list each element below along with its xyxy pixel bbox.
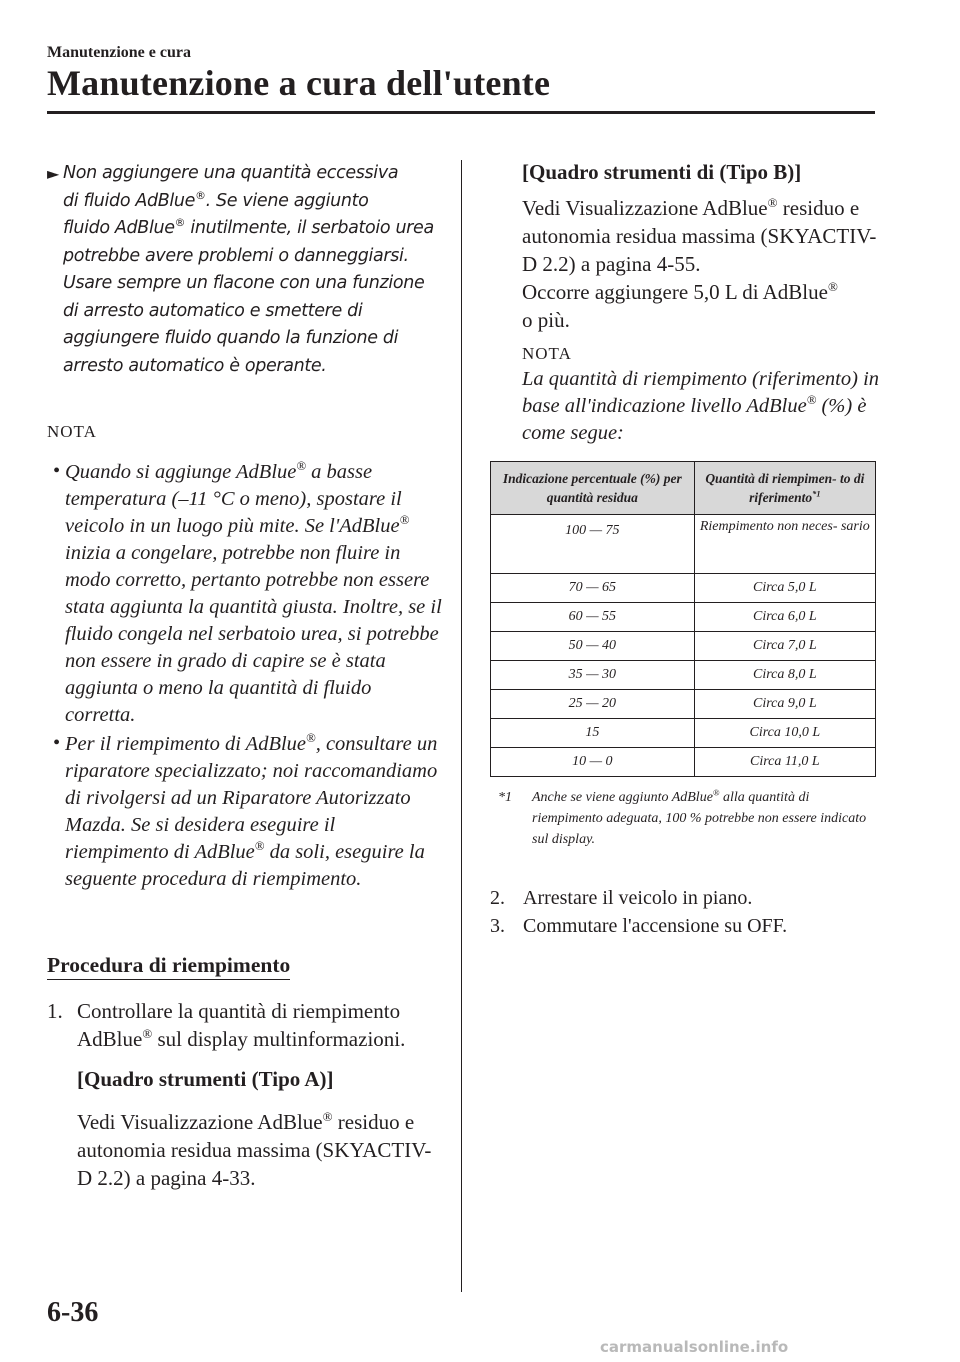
registered-mark: ® [712, 787, 720, 798]
table-cell: Circa 10,0 L [694, 719, 875, 748]
table-cell: Circa 11,0 L [694, 748, 875, 777]
footnote-text: alla quantità di riempimento adeguata, 100 % potrebbe non essere indicato sul display. [532, 790, 867, 847]
note-text-part: La quantità di riempimento (riferimento) in base all'indicazione livello AdBlue [522, 368, 880, 417]
registered-mark: ® [827, 279, 838, 294]
table-cell: 35 — 30 [491, 661, 695, 690]
table-cell: 100 — 75 [491, 515, 695, 574]
bullet-icon: • [53, 460, 61, 482]
step-number: 3. [490, 915, 505, 937]
registered-mark: ® [322, 1109, 333, 1124]
table-cell: Riempimento non neces- sario [694, 515, 875, 574]
registered-mark: ® [174, 216, 186, 230]
registered-mark: ® [142, 1026, 153, 1041]
cluster-type-a-title: [Quadro strumenti (Tipo A)] [77, 1067, 334, 1091]
footnote-mark: *1 [498, 790, 512, 805]
triangle-right-icon: ► [47, 164, 59, 183]
table-row [491, 515, 876, 574]
bullet-text: Per il riempimento di AdBlue [65, 733, 307, 755]
step-text: AdBlue [77, 1027, 143, 1051]
step-1 [47, 997, 442, 1053]
bullet-icon: • [53, 732, 61, 754]
table-cell: Circa 7,0 L [694, 632, 875, 661]
table-row [491, 690, 876, 719]
table-row [491, 748, 876, 777]
table-header-quantity [694, 462, 875, 515]
cluster-text: residuo e autonomia residua massima (SKYACTIV-D 2.2) a pagina 4-33. [77, 1110, 432, 1190]
table-cell: 25 — 20 [491, 690, 695, 719]
step-number: 1. [47, 999, 63, 1023]
table-row [491, 632, 876, 661]
cluster-type-a-text [47, 1108, 442, 1192]
note-bullet [47, 459, 442, 729]
warning-text: Non aggiungere una quantità eccessiva [63, 163, 399, 183]
column-divider [461, 160, 462, 1292]
table-cell: Circa 5,0 L [694, 574, 875, 603]
warning-text: di fluido AdBlue [63, 190, 196, 211]
registered-mark: ® [399, 513, 410, 528]
registered-mark: ® [296, 459, 307, 474]
bullet-text: Quando si aggiunge AdBlue [65, 461, 297, 483]
cluster-text: o più. [522, 308, 570, 332]
header-text: Quantità di riempimen- to di riferimento [705, 471, 865, 505]
warning-block [47, 160, 442, 380]
cluster-text: Vedi Visualizzazione AdBlue [77, 1110, 323, 1134]
warning-text: . Se viene aggiunto [205, 190, 369, 211]
step-2 [490, 884, 880, 912]
table-footnote [490, 787, 880, 850]
table-cell: 10 — 0 [491, 748, 695, 777]
nota-label: NOTA [47, 422, 97, 441]
table-cell: Circa 9,0 L [694, 690, 875, 719]
table-cell: Circa 6,0 L [694, 603, 875, 632]
note-text [490, 366, 880, 447]
remaining-steps [490, 884, 880, 940]
table-row [491, 719, 876, 748]
procedure-title: Procedura di riempimento [47, 953, 290, 980]
bullet-text: a basse temperatura (–11 °C o meno), spostare il veicolo in un luogo più mite. Se l'AdBlue [65, 461, 402, 537]
cluster-type-b-title: [Quadro strumenti di (Tipo B)] [522, 160, 802, 184]
page-number: 6-36 [47, 1297, 99, 1328]
table-row [491, 574, 876, 603]
step-text: sul display multinformazioni. [152, 1027, 406, 1051]
registered-mark: ® [195, 188, 206, 202]
note-text-part: (%) è come segue: [522, 395, 867, 444]
step-number: 2. [490, 887, 505, 909]
step-text: Arrestare il veicolo in piano. [523, 887, 753, 909]
registered-mark: ® [806, 393, 817, 408]
warning-text: inutilmente, il serbatoio [185, 218, 391, 238]
header-rule [47, 111, 875, 114]
cluster-type-b-text [490, 194, 880, 334]
warning-text: fluido AdBlue [63, 218, 175, 238]
page-title: Manutenzione a cura dell'utente [47, 63, 551, 103]
watermark: carmanualsonline.info [600, 1338, 789, 1356]
registered-mark: ® [306, 731, 316, 746]
cluster-text: Occorre aggiungere 5,0 L di AdBlue [522, 280, 828, 304]
footnote-text: Anche se viene aggiunto AdBlue [532, 790, 713, 805]
table-cell: 60 — 55 [491, 603, 695, 632]
bullet-text: da soli, eseguire la seguente procedura di riempimento. [65, 841, 425, 890]
table-cell: 70 — 65 [491, 574, 695, 603]
nota-label: NOTA [522, 344, 572, 363]
bullet-text: , consultare un riparatore specializzato; noi raccomandiamo di rivolgersi ad un Riparatore Autorizzato Mazda. Se si desidera eseguire il riempimento di AdBlue [65, 733, 438, 863]
table-cell: 15 [491, 719, 695, 748]
left-column [47, 160, 442, 1192]
bullet-text: inizia a congelare, potrebbe non fluire in modo corretto, pertanto potrebbe non essere stata aggiunta la quantità giusta. Inoltre, se il fluido congela nel serbatoio urea, si potrebbe non essere in grado di capire se è stata aggiunta o meno la quantità di fluido corretta. [65, 542, 442, 726]
step-text: Commutare l'accensione su OFF. [523, 915, 788, 937]
registered-mark: ® [254, 839, 265, 854]
fill-quantity-table [490, 461, 876, 777]
table-cell: 50 — 40 [491, 632, 695, 661]
cluster-text: residuo e autonomia residua massima (SKYACTIV-D 2.2) a pagina 4-55. [522, 196, 877, 276]
right-column [490, 160, 880, 940]
table-row [491, 603, 876, 632]
section-label: Manutenzione e cura [47, 44, 191, 61]
warning-text: urea potrebbe avere problemi o danneggiarsi. Usare sempre un flacone con una funzione di arresto automatico e smettere di aggiungere fluido quando la funzione di arresto automatico è operante. [63, 218, 434, 376]
cluster-text: Vedi Visualizzazione AdBlue [522, 196, 768, 220]
table-row [491, 661, 876, 690]
step-text: Controllare la quantità di riempimento [77, 999, 401, 1023]
table-cell: Circa 8,0 L [694, 661, 875, 690]
table-header-percent: Indicazione percentuale (%) per quantità residua [491, 462, 695, 515]
step-3 [490, 912, 880, 940]
registered-mark: ® [767, 195, 778, 210]
footnote-ref: *1 [812, 489, 821, 499]
note-bullet [47, 731, 442, 893]
